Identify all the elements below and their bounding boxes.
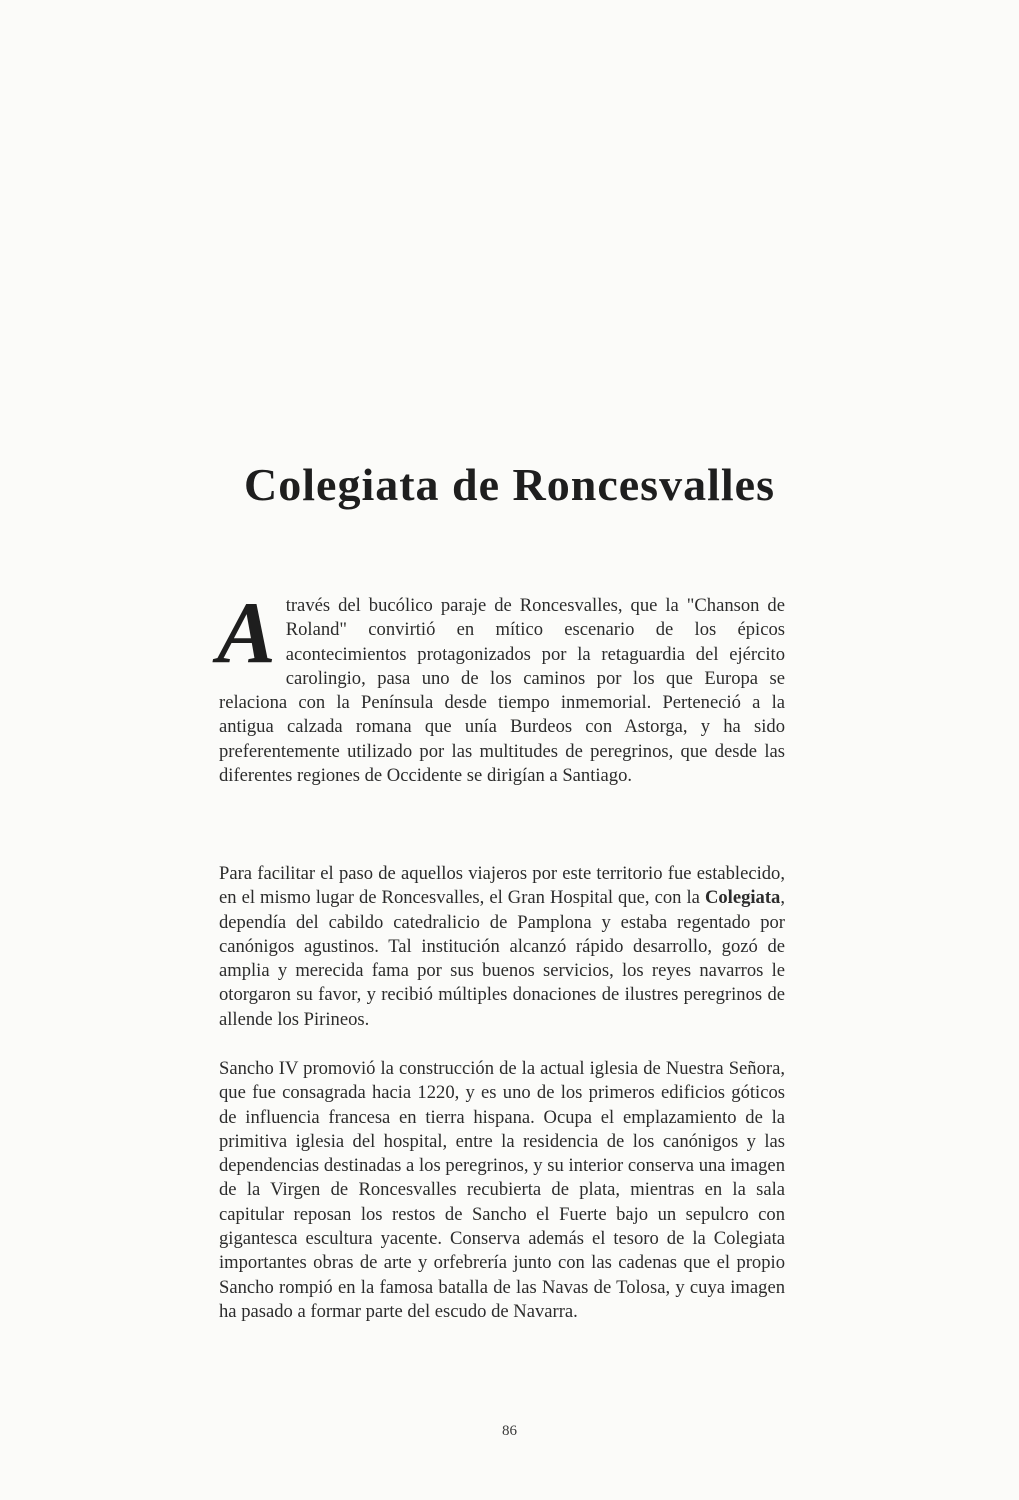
paragraph-2-bold-term: Colegiata [704, 887, 781, 909]
drop-cap: A [217, 585, 276, 682]
paragraph-1 [217, 585, 785, 788]
paragraph-2 [219, 862, 785, 1032]
page-title: Colegiata de Roncesvalles [244, 459, 775, 510]
paragraph-3 [219, 1057, 785, 1324]
paragraph-1-text: través del bucólico paraje de Roncesvalles, que la "Chanson de Roland" convirtió en mítico escenario de los épicos acontecimientos protagonizados por la retaguardia del ejército carolingio, pasa uno de los caminos por los que Europa se relaciona con la Península desde tiempo inmemorial. Perteneció a la antigua calzada romana que unía Burdeos con Astorga, y ha sido preferentemente utilizado por las multitudes de peregrinos, que desde las diferentes regiones de Occidente se dirigían a Santiago. [219, 595, 785, 787]
paragraph-2-text-after: , dependía del cabildo catedralicio de Pamplona y estaba regentado por canónigos agustinos. Tal institución alcanzó rápido desarrollo, gozó de amplia y merecida fama por sus buenos servicios, los reyes navarros le otorgaron su favor, y recibió múltiples donaciones de ilustres peregrinos de allende los Pirineos. [219, 887, 785, 1030]
page-number: 86 [502, 1423, 517, 1439]
paragraph-3-text: Sancho IV promovió la construcción de la actual iglesia de Nuestra Señora, que fue consagrada hacia 1220, y es uno de los primeros edificios góticos de influencia francesa en tierra hispana. Ocupa el emplazamiento de la primitiva iglesia del hospital, entre la residencia de los canónigos y las dependencias destinadas a los peregrinos, y su interior conserva una imagen de la Virgen de Roncesvalles recubierta de plata, mientras en la sala capitular reposan los restos de Sancho el Fuerte bajo un sepulcro con gigantesca escultura yacente. Conserva además el tesoro de la Colegiata importantes obras de arte y orfebrería junto con las cadenas que el propio Sancho rompió en la famosa batalla de las Navas de Tolosa, y cuya imagen ha pasado a formar parte del escudo de Navarra. [219, 1058, 785, 1322]
paragraph-2-text-before: Para facilitar el paso de aquellos viajeros por este territorio fue establecido, en el mismo lugar de Roncesvalles, el Gran Hospital que, con la [219, 863, 785, 909]
